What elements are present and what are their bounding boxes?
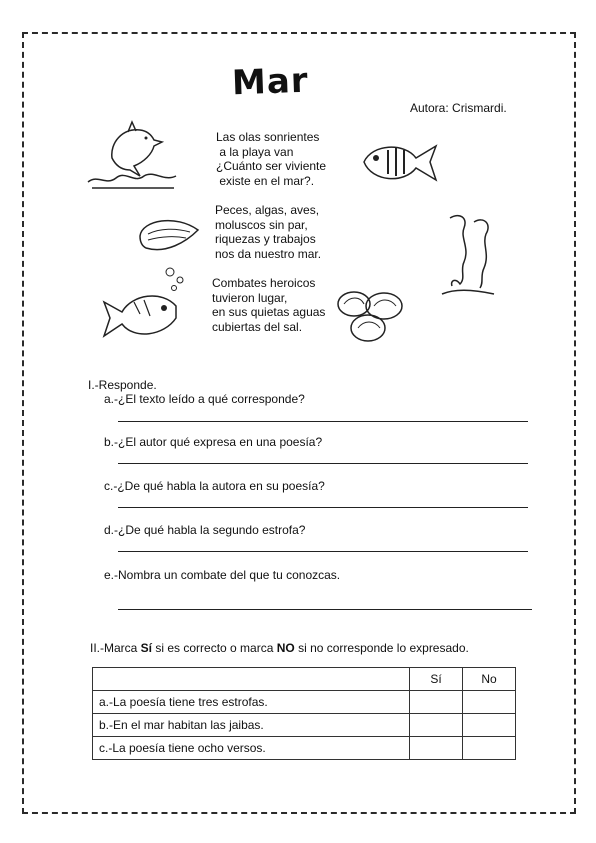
dolphin-icon <box>82 118 180 190</box>
instruction-si: Sí <box>140 641 153 655</box>
no-checkbox-a[interactable] <box>463 691 516 714</box>
fish-icon <box>356 134 442 190</box>
table-header-row <box>93 668 516 691</box>
no-checkbox-b[interactable] <box>463 714 516 737</box>
section-1-heading: I.-Responde. <box>88 378 157 392</box>
question-e: e.-Nombra un combate del que tu conozcas. <box>104 568 341 582</box>
poem-stanza-2: Peces, algas, aves, moluscos sin par, riquezas y trabajos nos da nuestro mar. <box>215 203 322 261</box>
statement-c: c.-La poesía tiene ocho versos. <box>93 737 410 760</box>
question-a: a.-¿El texto leído a qué corresponde? <box>104 392 305 406</box>
instruction-text: II.-Marca <box>90 641 141 655</box>
instruction-text: si no corresponde lo expresado. <box>294 641 469 655</box>
question-b: b.-¿El autor qué expresa en una poesía? <box>104 435 323 449</box>
statement-header-cell <box>93 668 410 691</box>
table-row <box>93 737 516 760</box>
page-title: Mar <box>231 60 310 104</box>
si-checkbox-c[interactable] <box>410 737 463 760</box>
clams-icon <box>334 286 410 346</box>
answer-line-d[interactable] <box>118 551 528 552</box>
instruction-text: si es correcto o marca <box>152 641 277 655</box>
answer-line-c[interactable] <box>118 507 528 508</box>
instruction-no: NO <box>276 641 295 655</box>
seahorse-icon <box>436 208 498 298</box>
section-2-instruction <box>90 641 469 655</box>
shell-icon <box>136 212 202 256</box>
answer-line-b[interactable] <box>118 463 528 464</box>
no-checkbox-c[interactable] <box>463 737 516 760</box>
question-c: c.-¿De qué habla la autora en su poesía? <box>104 479 325 493</box>
col-no-header: No <box>463 668 516 691</box>
question-d: d.-¿De qué habla la segundo estrofa? <box>104 523 306 537</box>
true-false-table <box>92 667 516 760</box>
statement-b: b.-En el mar habitan las jaibas. <box>93 714 410 737</box>
bubble-fish-icon <box>100 266 190 348</box>
col-si-header: Sí <box>410 668 463 691</box>
poem-stanza-3: Combates heroicos tuvieron lugar, en sus quietas aguas cubiertas del sal. <box>212 276 326 334</box>
answer-line-e[interactable] <box>118 609 532 610</box>
poem-stanza-1: Las olas sonrientes a la playa van ¿Cuánto ser viviente existe en el mar?. <box>216 130 327 188</box>
answer-line-a[interactable] <box>118 421 528 422</box>
table-row <box>93 714 516 737</box>
statement-a: a.-La poesía tiene tres estrofas. <box>93 691 410 714</box>
si-checkbox-a[interactable] <box>410 691 463 714</box>
table-row <box>93 691 516 714</box>
author-line: Autora: Crismardi. <box>410 101 507 115</box>
si-checkbox-b[interactable] <box>410 714 463 737</box>
